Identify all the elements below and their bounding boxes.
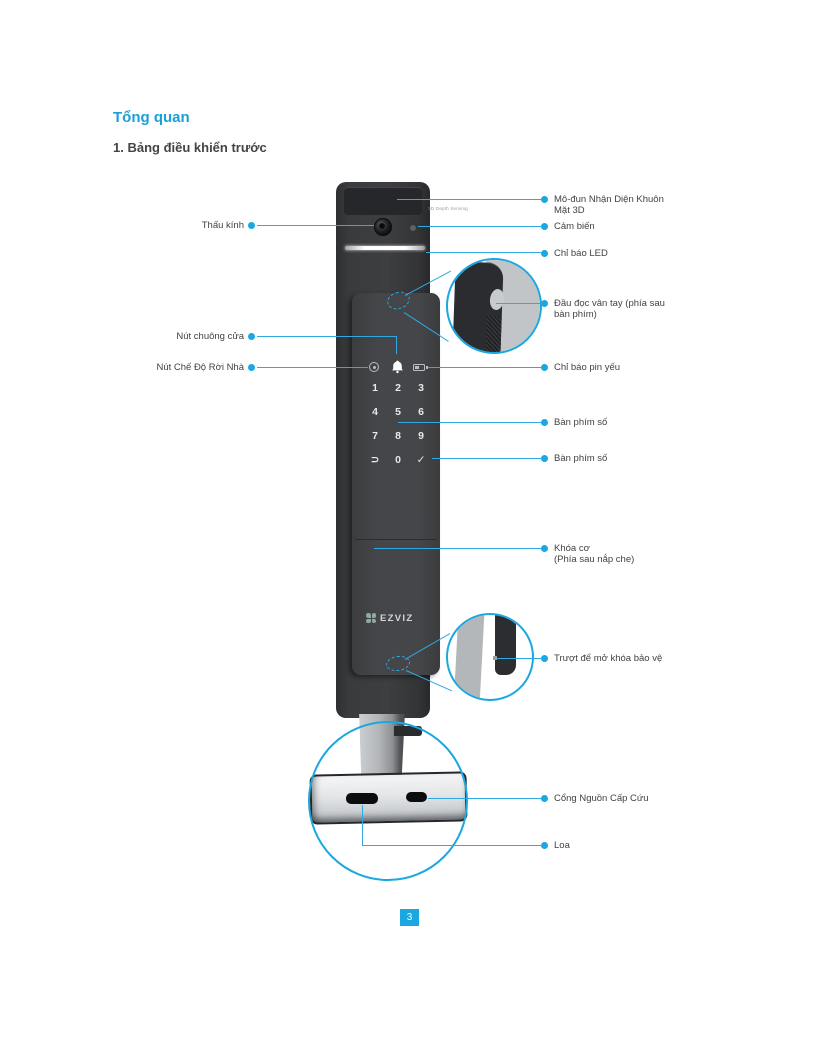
away-mode-icon-dot xyxy=(373,366,376,369)
callout-dot xyxy=(541,655,548,662)
fingerprint-texture xyxy=(485,316,501,354)
callout-label-led-indicator: Chỉ báo LED xyxy=(554,248,608,259)
callout-dot xyxy=(541,842,548,849)
callout-dot xyxy=(541,250,548,257)
callout-dot xyxy=(541,300,548,307)
panel-edge-view xyxy=(454,615,485,701)
slide-lock-magnifier-circle xyxy=(446,613,534,701)
callout-label-low-battery: Chỉ báo pin yếu xyxy=(554,362,621,373)
panel-corner-view xyxy=(495,615,516,675)
callout-line xyxy=(497,658,541,659)
callout-dot xyxy=(541,455,548,462)
callout-label-speaker: Loa xyxy=(554,840,570,851)
callout-line xyxy=(432,458,541,459)
callout-label-slide-unlock: Trượt để mở khóa bảo vệ xyxy=(554,653,663,664)
key-8: 8 xyxy=(395,430,401,442)
key-2: 2 xyxy=(395,382,401,394)
callout-line xyxy=(428,798,541,799)
cover-seam xyxy=(355,539,437,540)
callout-dot xyxy=(541,223,548,230)
callout-dot xyxy=(541,364,548,371)
callout-line-vertical xyxy=(362,805,363,846)
callout-dot xyxy=(541,795,548,802)
page-number-badge: 3 xyxy=(400,909,419,926)
key-9: 9 xyxy=(418,430,424,442)
brand-logo-text: EZVIZ xyxy=(380,612,414,624)
callout-dot xyxy=(541,545,548,552)
callout-line xyxy=(426,252,541,253)
fingerprint-magnifier-circle xyxy=(446,258,542,354)
callout-line xyxy=(398,422,541,423)
key-0: 0 xyxy=(395,454,401,466)
callout-label-keypad-2: Bàn phím số xyxy=(554,453,608,464)
key-7: 7 xyxy=(372,430,378,442)
key-5: 5 xyxy=(395,406,401,418)
callout-label-away-mode-button: Nút Chế Độ Rời Nhà xyxy=(156,362,244,373)
callout-label-mechanical-lock: Khóa cơ (Phía sau nắp che) xyxy=(554,543,635,565)
callout-line xyxy=(418,226,541,227)
key-6: 6 xyxy=(418,406,424,418)
face-recognition-module xyxy=(344,187,422,215)
callout-dot xyxy=(541,196,548,203)
page-title: Tổng quan xyxy=(113,109,190,126)
callout-label-emergency-power: Cổng Nguồn Cấp Cứu xyxy=(554,793,649,804)
section-heading: 1. Bảng điều khiển trước xyxy=(113,140,267,155)
bottom-view-magnifier-circle xyxy=(308,721,468,881)
led-indicator xyxy=(345,246,425,250)
callout-label-lens: Thấu kính xyxy=(201,220,244,231)
callout-line xyxy=(257,367,368,368)
key-confirm: ✓ xyxy=(416,454,426,466)
key-back: ⊃ xyxy=(370,454,380,466)
sensor xyxy=(410,225,416,231)
callout-line xyxy=(257,225,374,226)
key-1: 1 xyxy=(372,382,378,394)
low-battery-icon-fill xyxy=(415,366,419,369)
key-4: 4 xyxy=(372,406,378,418)
callout-dot xyxy=(541,419,548,426)
key-3: 3 xyxy=(418,382,424,394)
brand-logo xyxy=(366,611,438,625)
callout-label-doorbell-button: Nút chuông cửa xyxy=(176,331,244,342)
callout-dot xyxy=(248,364,255,371)
callout-label-face-module: Mô-đun Nhận Diện Khuôn Mặt 3D xyxy=(554,194,664,216)
callout-line xyxy=(362,845,541,846)
callout-line xyxy=(374,548,541,549)
doorbell-icon xyxy=(391,360,404,374)
camera-panel-text: 3D Depth Sensing xyxy=(428,206,468,211)
brand-logo-icon xyxy=(366,613,376,623)
callout-label-sensor: Cảm biến xyxy=(554,221,595,232)
camera-lens-pupil xyxy=(379,223,385,229)
callout-dot xyxy=(248,222,255,229)
callout-line xyxy=(428,367,541,368)
callout-line-vertical xyxy=(396,336,397,354)
callout-line xyxy=(257,336,397,337)
callout-label-fingerprint-reader: Đầu đọc vân tay (phía sau bàn phím) xyxy=(554,298,665,320)
callout-dot xyxy=(248,333,255,340)
callout-line xyxy=(496,303,541,304)
callout-line xyxy=(397,199,541,200)
callout-label-keypad-1: Bàn phím số xyxy=(554,417,608,428)
